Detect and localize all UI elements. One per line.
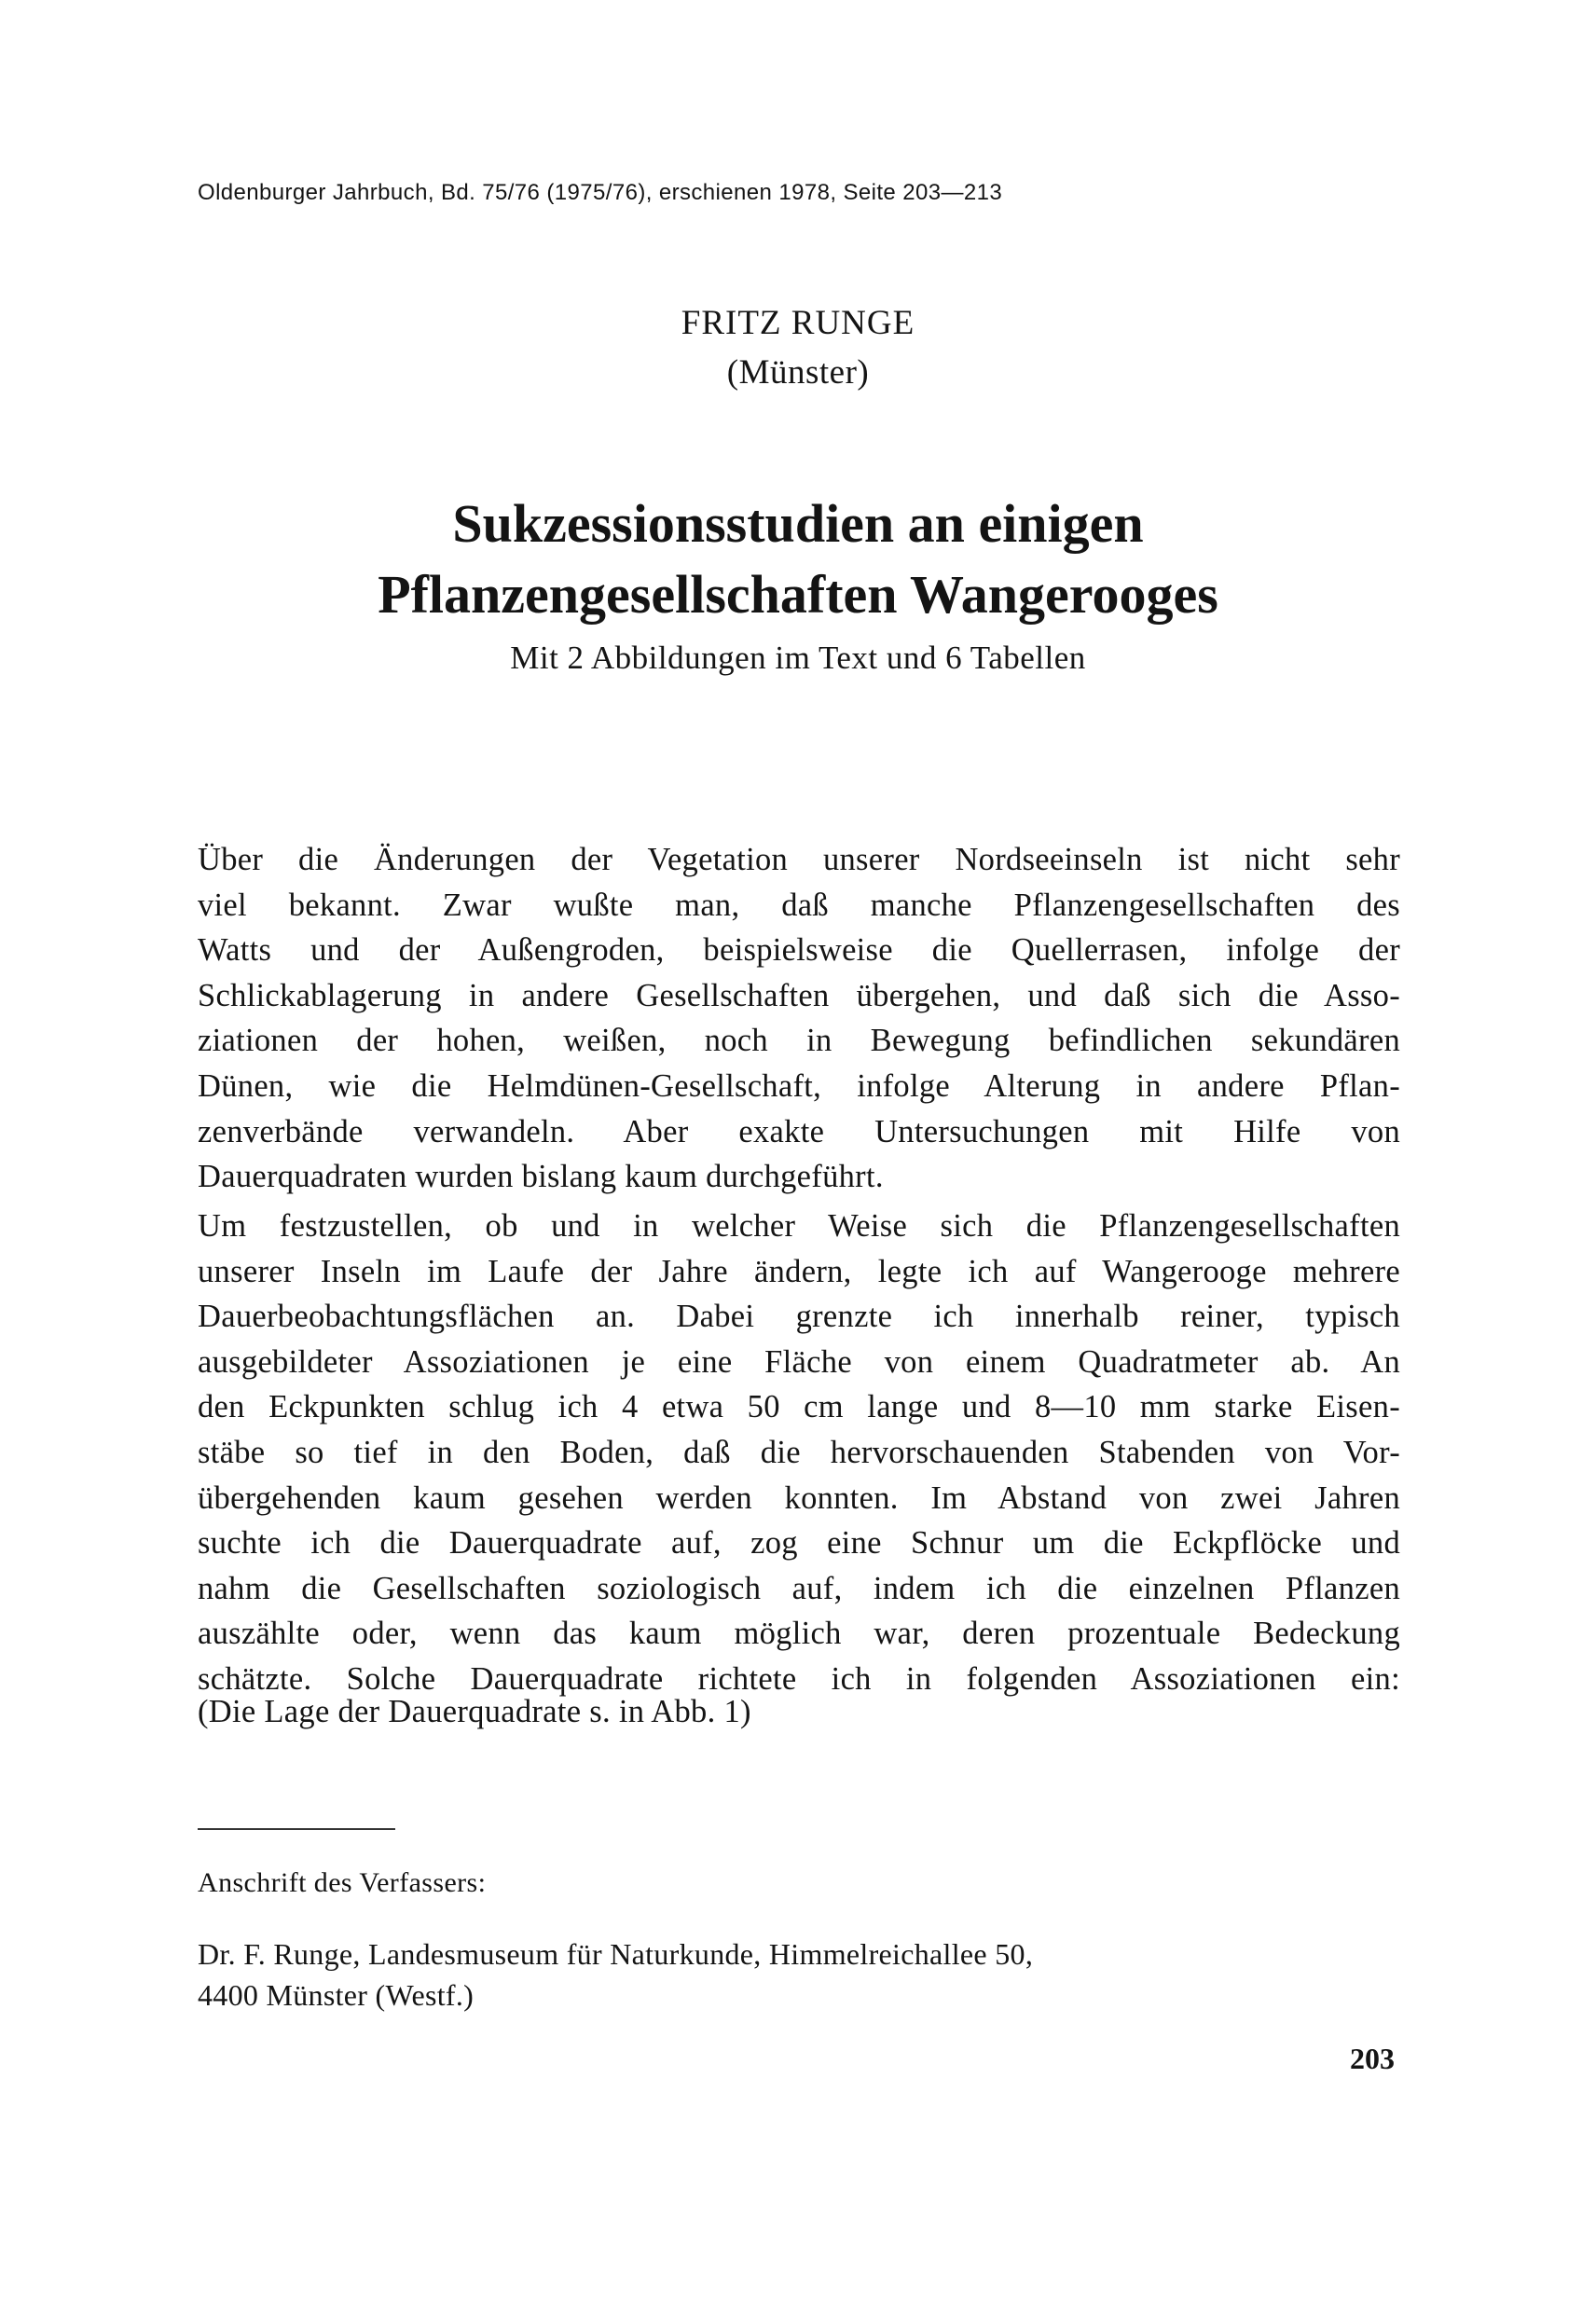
paragraph-line: Um festzustellen, ob und in welcher Weise sich die Pflanzengesellschaften	[198, 1208, 1400, 1244]
paragraph-line: stäbe so tief in den Boden, daß die hervorschauenden Stabenden von Vor-	[198, 1434, 1400, 1470]
author-name: FRITZ RUNGE	[681, 304, 915, 342]
paragraph-line: unserer Inseln im Laufe der Jahre ändern, legte ich auf Wangerooge mehrere	[198, 1253, 1400, 1289]
paragraph-line: viel bekannt. Zwar wußte man, daß manche Pflanzengesellschaften des	[198, 887, 1400, 923]
footnote-divider	[198, 1828, 395, 1830]
paragraph-line: Schlickablagerung in andere Gesellschaften übergehen, und daß sich die Asso-	[198, 977, 1400, 1013]
title-line-1: Sukzessionsstudien an einigen	[452, 493, 1144, 554]
paragraph-line: Watts und der Außengroden, beispielsweise die Quellerrasen, infolge der	[198, 932, 1400, 969]
body-paragraph-1	[198, 837, 1400, 1200]
body-paragraph-2	[198, 1204, 1400, 1702]
address-line: 4400 Münster (Westf.)	[198, 1978, 475, 2012]
paragraph-line: Dauerquadraten wurden bislang kaum durchgeführt.	[198, 1159, 884, 1195]
paragraph-line: schätzte. Solche Dauerquadrate richtete ich in folgenden Assoziationen ein:	[198, 1660, 1400, 1697]
article-subtitle: Mit 2 Abbildungen im Text und 6 Tabellen	[510, 640, 1086, 676]
paragraph-line: übergehenden kaum gesehen werden konnten. Im Abstand von zwei Jahren	[198, 1479, 1400, 1516]
paragraph-line: ausgebildeter Assoziationen je eine Fläche von einem Quadratmeter ab. An	[198, 1343, 1400, 1380]
paragraph-line: den Eckpunkten schlug ich 4 etwa 50 cm lange und 8—10 mm starke Eisen-	[198, 1389, 1400, 1425]
title-line-2: Pflanzengesellschaften Wangerooges	[378, 564, 1218, 625]
author-address	[198, 1934, 1033, 2016]
paragraph-line: ziationen der hohen, weißen, noch in Bewegung befindlichen sekundären	[198, 1023, 1400, 1059]
paragraph-line: zenverbände verwandeln. Aber exakte Untersuchungen mit Hilfe von	[198, 1113, 1400, 1149]
page-number: 203	[1350, 2042, 1395, 2075]
address-line: Dr. F. Runge, Landesmuseum für Naturkunde, Himmelreichallee 50,	[198, 1937, 1034, 1971]
footnote-label: Anschrift des Verfassers:	[198, 1867, 487, 1898]
author-affiliation: (Münster)	[726, 353, 870, 392]
journal-header: Oldenburger Jahrbuch, Bd. 75/76 (1975/76), erschienen 1978, Seite 203—213	[198, 180, 1003, 205]
paragraph-line: Dauerbeobachtungsflächen an. Dabei grenzte ich innerhalb reiner, typisch	[198, 1299, 1400, 1335]
paragraph-line: auszählte oder, wenn das kaum möglich war, deren prozentuale Bedeckung	[198, 1616, 1400, 1652]
article-title	[0, 489, 1596, 630]
paragraph-line: Über die Änderungen der Vegetation unserer Nordseeinseln ist nicht sehr	[198, 842, 1400, 877]
paragraph-line: suchte ich die Dauerquadrate auf, zog eine Schnur um die Eckpflöcke und	[198, 1525, 1400, 1562]
body-paragraph-3	[198, 1689, 1400, 1735]
paragraph-line: nahm die Gesellschaften soziologisch auf, indem ich die einzelnen Pflanzen	[198, 1570, 1400, 1606]
paragraph-line: (Die Lage der Dauerquadrate s. in Abb. 1)	[198, 1694, 751, 1729]
paragraph-line: Dünen, wie die Helmdünen-Gesellschaft, infolge Alterung in andere Pflan-	[198, 1067, 1400, 1104]
